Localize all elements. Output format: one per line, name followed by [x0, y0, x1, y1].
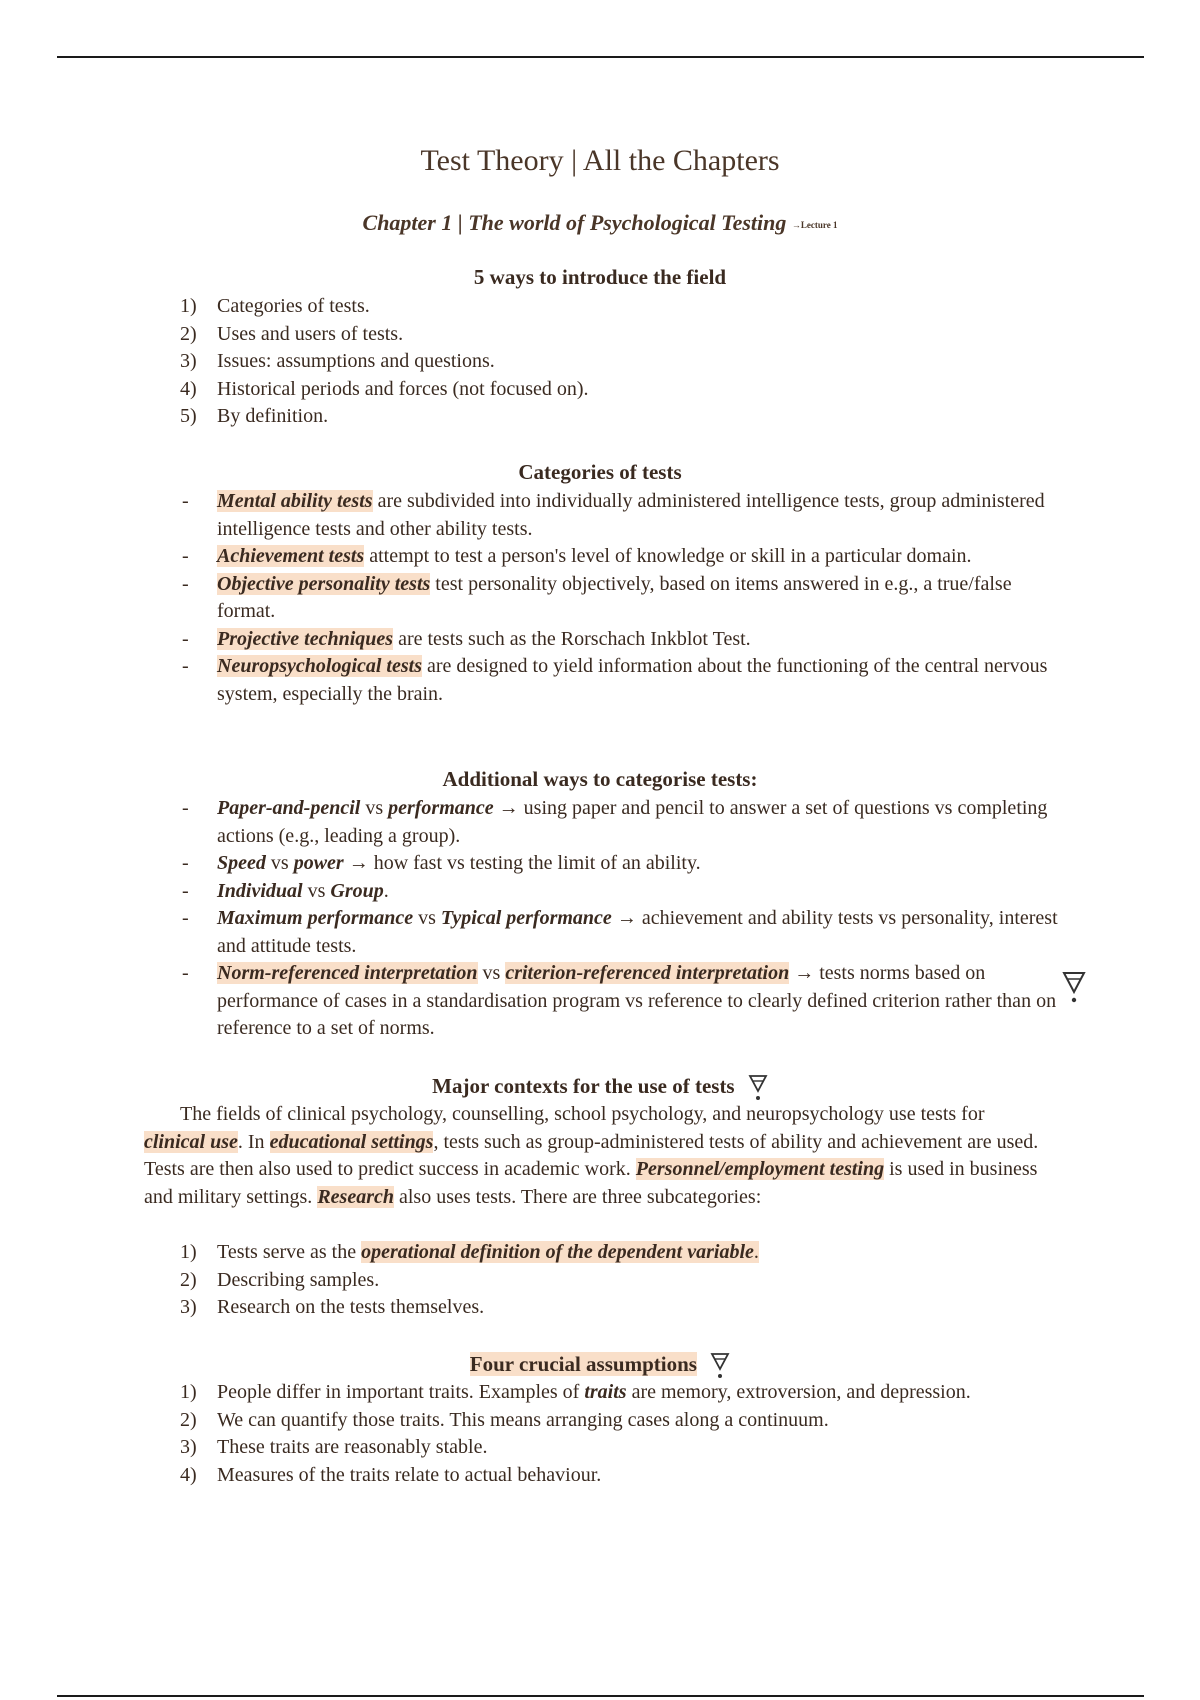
categories-list — [180, 488, 1060, 708]
funnel-icon — [748, 1073, 768, 1103]
list-item: 1) People differ in important traits. Examples of traits are memory, extroversion, and depression. — [180, 1381, 971, 1403]
additional-heading: Additional ways to categorise tests: — [442, 767, 758, 791]
list-item: 2) Describing samples. — [180, 1268, 380, 1291]
list-item: 5) By definition. — [180, 405, 329, 427]
intro-heading: 5 ways to introduce the field — [473, 265, 727, 289]
list-item: - Paper-and-pencil vs performance → using paper and pencil to answer a set of questions vs completing actions (e.g., leading a group). — [182, 797, 1048, 847]
list-item: - Maximum performance vs Typical performance → achievement and ability tests vs personality, interest and attitude tests. — [182, 907, 1058, 957]
list-item: - Individual vs Group. — [182, 879, 389, 902]
chapter-title: Chapter 1 | The world of Psychological Testing — [362, 210, 787, 235]
document-title: Test Theory | All the Chapters — [420, 144, 780, 177]
bottom-rule — [57, 1695, 1144, 1697]
list-item: - Norm-referenced interpretation vs criterion-referenced interpretation → tests norms based on performance of cases in a standardisation program vs reference to clearly defined criterion rather than on reference to a set of norms. — [182, 962, 1057, 1039]
list-item: 1) Tests serve as the operational definition of the dependent variable. — [180, 1241, 759, 1263]
list-item: - Neuropsychological tests are designed to yield information about the functioning of the central nervous system, especially the brain. — [182, 655, 1048, 705]
list-item: 3) Issues: assumptions and questions. — [180, 350, 495, 372]
list-item: - Achievement tests attempt to test a person's level of knowledge or skill in a particular domain. — [182, 545, 972, 567]
list-item: - Speed vs power → how fast vs testing the limit of an ability. — [182, 852, 701, 874]
intro-list — [180, 293, 1060, 431]
contexts-heading: Major contexts for the use of tests — [0, 1073, 1200, 1103]
list-item: 1) Categories of tests. — [180, 295, 370, 317]
list-item: - Projective techniques are tests such as the Rorschach Inkblot Test. — [182, 627, 751, 650]
funnel-icon — [1062, 970, 1086, 1006]
list-item: 2) We can quantify those traits. This means arranging cases along a continuum. — [180, 1408, 829, 1431]
assumptions-heading: Four crucial assumptions — [0, 1351, 1200, 1381]
list-item: - Mental ability tests are subdivided into individually administered intelligence tests, group administered intelligence tests and other ability tests. — [182, 490, 1045, 540]
contexts-list — [180, 1239, 1060, 1322]
list-item: 3) Research on the tests themselves. — [180, 1296, 485, 1318]
additional-list — [180, 795, 1060, 1043]
list-item: 4) Measures of the traits relate to actual behaviour. — [180, 1463, 602, 1486]
list-item: 3) These traits are reasonably stable. — [180, 1436, 488, 1458]
list-item: 2) Uses and users of tests. — [180, 322, 404, 345]
chapter-note: →Lecture 1 — [791, 219, 838, 230]
list-item: - Objective personality tests test personality objectively, based on items answered in e.g., a true/false format. — [182, 572, 1012, 622]
chapter-heading — [0, 210, 1200, 236]
list-item: 4) Historical periods and forces (not focused on). — [180, 377, 589, 400]
contexts-paragraph: The fields of clinical psychology, counselling, school psychology, and neuropsychology use tests for clinical use. In educational settings, tests such as group-administered tests of ability and achievement are used. Tests are then also used to predict success in academic work. Personnel/employment testing is used in business and military settings. Research also uses tests. There are three subcategories: — [144, 1103, 1039, 1208]
funnel-icon — [710, 1351, 730, 1381]
categories-heading: Categories of tests — [518, 460, 682, 484]
assumptions-list — [180, 1379, 1060, 1489]
